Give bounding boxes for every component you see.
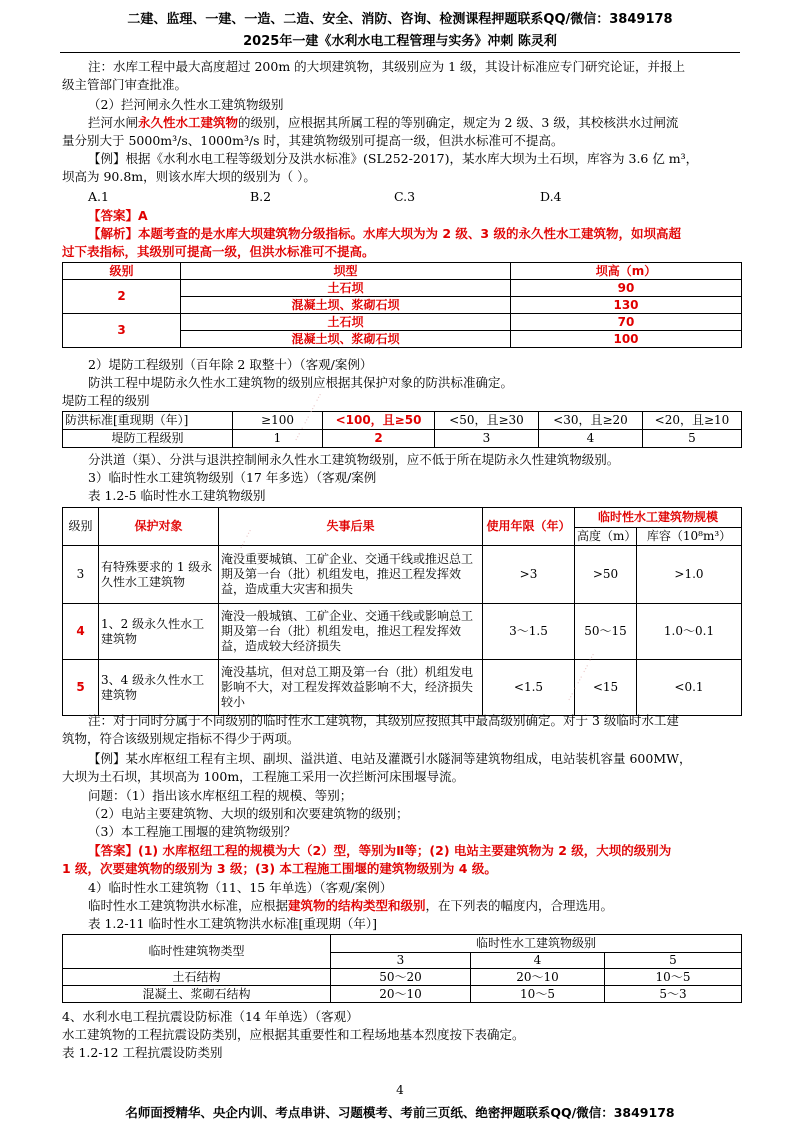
temp-object-cell: 3、4 级永久性水工建筑物 bbox=[99, 660, 219, 716]
temp-header-level: 级别 bbox=[63, 508, 99, 546]
temp-level-cell: 4 bbox=[63, 604, 99, 660]
watermark: ··· · ··· ··· ··· bbox=[564, 651, 600, 704]
flood-standard-table bbox=[62, 934, 742, 1003]
example2-q3: （3）本工程施工围堰的建筑物级别？ bbox=[88, 824, 296, 839]
temp-capacity-cell: >1.0 bbox=[637, 546, 742, 604]
temp-object-cell: 有特殊要求的 1 级永久性水工建筑物 bbox=[99, 546, 219, 604]
dike-level-cell: 4 bbox=[539, 430, 643, 448]
dam-height-cell: 70 bbox=[511, 314, 742, 331]
flood-section-title: 4）临时性水工建筑物（11、15 年单选）（客观/案例） bbox=[88, 880, 393, 895]
note-dam-200m-cont: 级主管部门审查批准。 bbox=[62, 77, 188, 92]
analysis1: 【解析】本题考查的是水库大坝建筑物分级指标。水库大坝为为 2 级、3 级的永久性水工建筑物，如坝高超 bbox=[88, 226, 681, 241]
example1-question: 【例】根据《水利水电工程等级划分及洪水标准》(SL252-2017)，某水库大坝为土石坝，库容为 3.6 亿 m³， bbox=[88, 151, 699, 166]
temp-capacity-cell: 1.0～0.1 bbox=[637, 604, 742, 660]
highlight-permanent-structure: 永久性水工建筑物 bbox=[138, 115, 239, 130]
example2-q1: 问题：（1）指出该水库枢纽工程的规模、等别； bbox=[88, 788, 353, 803]
temp-object-cell: 1、2 级永久性水工建筑物 bbox=[99, 604, 219, 660]
dike-level-cell: 3 bbox=[435, 430, 539, 448]
flood-level-cell: 3 bbox=[331, 953, 471, 969]
example2-q2: （2）电站主要建筑物、大坝的级别和次要建筑物的级别； bbox=[88, 806, 409, 821]
flood-type-cell: 混凝土、浆砌石结构 bbox=[63, 986, 331, 1003]
dam-height-table bbox=[62, 262, 742, 348]
temp-note-cont: 筑物，符合该级别规定指标不得少于两项。 bbox=[62, 731, 300, 746]
dam-table-header: 级别 bbox=[63, 263, 181, 280]
dike-level-cell: 5 bbox=[643, 430, 742, 448]
temp-header-height: 高度（m） bbox=[575, 528, 637, 546]
temp-height-cell: 50～15 bbox=[575, 604, 637, 660]
temp-consequence-cell: 淹没重要城镇、工矿企业、交通干线或推迟总工期及第一台（批）机组发电，推迟工程发挥效益，造成重大灾害和损失 bbox=[219, 546, 483, 604]
dike-level-table bbox=[62, 411, 742, 448]
watermark: ··· · ··· ··· ··· bbox=[291, 391, 327, 444]
dam-type-cell: 土石坝 bbox=[181, 280, 511, 297]
sluice-paragraph-cont: 量分别大于 5000m³/s、1000m³/s 时，其建筑物级别可提高一级，但洪水标准可不提高。 bbox=[62, 133, 564, 148]
dike-section-title: 2）堤防工程级别（百年除 2 取整十）（客观/案例） bbox=[88, 357, 373, 372]
temp-note: 注：对于同时分属于不同级别的临时性水工建筑物，其级别应按照其中最高级别确定。对于 3 级临时水工建 bbox=[88, 713, 679, 728]
dam-level-cell: 2 bbox=[63, 280, 181, 314]
temp-years-cell: 3～1.5 bbox=[483, 604, 575, 660]
answer2: 【答案】(1) 水库枢纽工程的规模为大（2）型，等别为Ⅱ等；(2) 电站主要建筑物为 2 级，大坝的级别为 bbox=[88, 843, 672, 858]
sluice-paragraph: 拦河水闸永久性水工建筑物的级别，应根据其所属工程的等别确定，规定为 2 级、3 级，其校核洪水过闸流 bbox=[88, 115, 679, 130]
flood-level-cell: 4 bbox=[471, 953, 605, 969]
highlight-structure-type: 建筑物的结构类型和级别 bbox=[288, 898, 426, 913]
temp-level-cell: 5 bbox=[63, 660, 99, 716]
temp-header-object: 保护对象 bbox=[99, 508, 219, 546]
page-number: 4 bbox=[396, 1083, 404, 1097]
dam-type-cell: 土石坝 bbox=[181, 314, 511, 331]
flood-value-cell: 20～10 bbox=[331, 986, 471, 1003]
example1-question-cont: 坝高为 90.8m，则该水库大坝的级别为（ ）。 bbox=[62, 169, 316, 184]
footer-contact-line: 名师面授精华、央企内训、考点串讲、习题模考、考前三页纸、绝密押题联系QQ/微信：3849178 bbox=[125, 1105, 675, 1120]
dam-height-cell: 90 bbox=[511, 280, 742, 297]
note-dam-200m: 注：水库工程中最大高度超过 200m 的大坝建筑物，其级别应为 1 级，其设计标准应专门研究论证，并报上 bbox=[88, 59, 686, 74]
dike-paragraph: 防洪工程中堤防永久性水工建筑物的级别应根据其保护对象的防洪标准确定。 bbox=[88, 375, 514, 390]
temp-height-cell: >50 bbox=[575, 546, 637, 604]
flood-level-cell: 5 bbox=[605, 953, 742, 969]
flood-value-cell: 5～3 bbox=[605, 986, 742, 1003]
example2-question-cont: 大坝为土石坝，其坝高为 100m，工程施工采用一次拦断河床围堰导流。 bbox=[62, 769, 465, 784]
option-c: C.3 bbox=[394, 189, 416, 204]
seismic-paragraph: 水工建筑物的工程抗震设防类别，应根据其重要性和工程场地基本烈度按下表确定。 bbox=[62, 1027, 525, 1042]
temp-consequence-cell: 淹没基坑，但对总工期及第一台（批）机组发电影响不大，对工程发挥效益影响不大，经济损失较小 bbox=[219, 660, 483, 716]
dike-standard-cell: <30，且≥20 bbox=[539, 412, 643, 430]
temp-header-years: 使用年限（年） bbox=[483, 508, 575, 546]
dike-standard-cell: <100，且≥50 bbox=[323, 412, 435, 430]
header-divider bbox=[60, 52, 740, 53]
dike-standard-cell: ≥100 bbox=[233, 412, 323, 430]
temp-header-scale: 临时性水工建筑物规模 bbox=[575, 508, 742, 528]
temp-level-table bbox=[62, 507, 742, 716]
temp-capacity-cell: <0.1 bbox=[637, 660, 742, 716]
temp-header-capacity: 库容（10⁸m³） bbox=[637, 528, 742, 546]
header-contact-line: 二建、监理、一建、一造、二造、安全、消防、咨询、检测课程押题联系QQ/微信：3849178 bbox=[127, 12, 673, 27]
section-sluice-level: （2）拦河闸永久性水工建筑物级别 bbox=[88, 97, 284, 112]
temp-years-cell: <1.5 bbox=[483, 660, 575, 716]
page-title: 2025年一建《水利水电工程管理与实务》冲刺 陈灵利 bbox=[243, 34, 557, 49]
dike-table-caption: 堤防工程的级别 bbox=[62, 393, 150, 408]
option-b: B.2 bbox=[250, 189, 272, 204]
flood-value-cell: 50～20 bbox=[331, 969, 471, 986]
temp-section-title: 3）临时性水工建筑物级别（17 年多选）（客观/案例 bbox=[88, 470, 377, 485]
seismic-table-caption: 表 1.2-12 工程抗震设防类别 bbox=[62, 1045, 223, 1060]
temp-level-cell: 3 bbox=[63, 546, 99, 604]
flood-header-type: 临时性建筑物类型 bbox=[63, 935, 331, 969]
dike-level-cell: 1 bbox=[233, 430, 323, 448]
seismic-section-title: 4、水利水电工程抗震设防标准（14 年单选）（客观） bbox=[62, 1009, 359, 1024]
temp-table-caption: 表 1.2-5 临时性水工建筑物级别 bbox=[88, 488, 266, 503]
example2-question: 【例】某水库枢纽工程有主坝、副坝、溢洪道、电站及灌溉引水隧洞等建筑物组成，电站装机容量 600MW， bbox=[88, 751, 692, 766]
dike-level-label: 堤防工程级别 bbox=[63, 430, 233, 448]
temp-consequence-cell: 淹没一般城镇、工矿企业、交通干线或影响总工期及第一台（批）机组发电，推迟工程发挥效益，造成较大经济损失 bbox=[219, 604, 483, 660]
dike-standard-cell: <20，且≥10 bbox=[643, 412, 742, 430]
dam-height-cell: 100 bbox=[511, 331, 742, 348]
dike-level-cell: 2 bbox=[323, 430, 435, 448]
flood-value-cell: 10～5 bbox=[471, 986, 605, 1003]
dam-level-cell: 3 bbox=[63, 314, 181, 348]
flood-type-cell: 土石结构 bbox=[63, 969, 331, 986]
temp-height-cell: <15 bbox=[575, 660, 637, 716]
watermark: ··· · ··· ··· ··· bbox=[221, 527, 257, 580]
dike-standard-cell: <50，且≥30 bbox=[435, 412, 539, 430]
dam-table-header: 坝高（m） bbox=[511, 263, 742, 280]
temp-years-cell: >3 bbox=[483, 546, 575, 604]
dam-type-cell: 混凝土坝、浆砌石坝 bbox=[181, 331, 511, 348]
flood-value-cell: 20～10 bbox=[471, 969, 605, 986]
flood-paragraph: 临时性水工建筑物洪水标准，应根据建筑物的结构类型和级别，在下列表的幅度内，合理选用。 bbox=[88, 898, 614, 913]
flood-channel-note: 分洪道（渠）、分洪与退洪控制闸永久性水工建筑物级别，应不低于所在堤防永久性建筑物级别。 bbox=[88, 452, 620, 467]
analysis1-cont: 过下表指标，其级别可提高一级，但洪水标准可不提高。 bbox=[62, 244, 375, 259]
dam-table-header: 坝型 bbox=[181, 263, 511, 280]
dam-height-cell: 130 bbox=[511, 297, 742, 314]
option-d: D.4 bbox=[540, 189, 562, 204]
flood-header-level: 临时性水工建筑物级别 bbox=[331, 935, 742, 953]
dike-standard-label: 防洪标准[重现期（年）] bbox=[63, 412, 233, 430]
flood-value-cell: 10～5 bbox=[605, 969, 742, 986]
flood-table-caption: 表 1.2-11 临时性水工建筑物洪水标准[重现期（年）] bbox=[88, 916, 377, 931]
answer2-cont: 1 级，次要建筑物的级别为 3 级；(3) 本工程施工围堰的建筑物级别为 4 级。 bbox=[62, 861, 497, 876]
dam-type-cell: 混凝土坝、浆砌石坝 bbox=[181, 297, 511, 314]
temp-header-consequence: 失事后果 bbox=[219, 508, 483, 546]
option-a: A.1 bbox=[88, 189, 109, 204]
answer1: 【答案】A bbox=[88, 208, 148, 223]
